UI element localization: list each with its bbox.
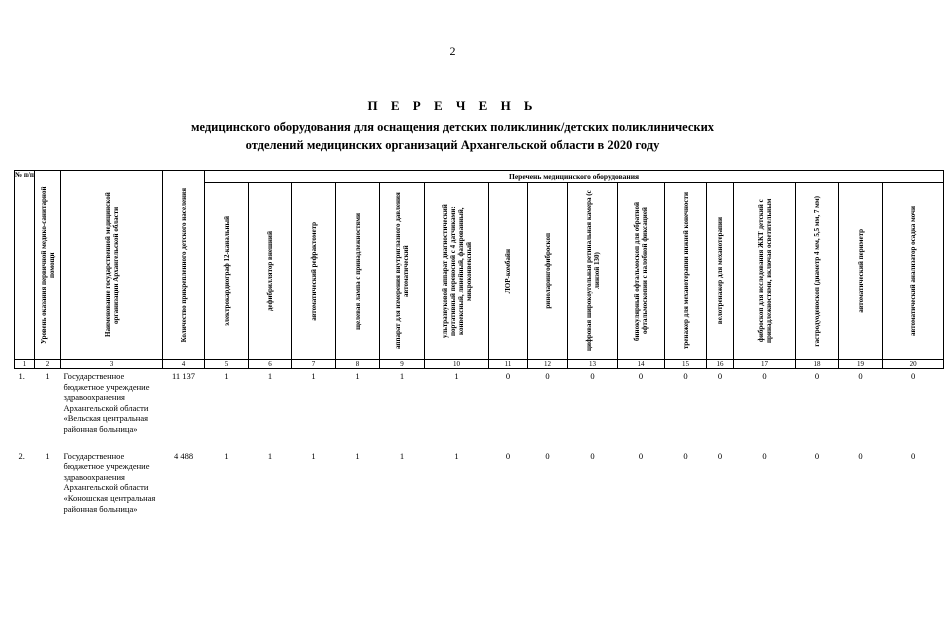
row-org-name: Государственное бюджетное учреждение здравоохранения Архангельской области «Вельская центральная районная больница»	[63, 371, 150, 434]
column-number: 18	[796, 360, 839, 369]
column-number: 16	[707, 360, 734, 369]
header-equipment-14: гастродуоденоскоп (диаметр 4 мм, 5,5 мм, 7 мм)	[796, 183, 839, 360]
row-population: 11 137	[171, 371, 196, 381]
header-equipment-10: бинокулярный офтальмоскоп для обратной офтальмоскопии с налобной фиксацией	[618, 183, 665, 360]
document-subtitle	[0, 118, 905, 154]
page-number: 2	[449, 44, 456, 58]
row-equipment-value: 0	[717, 371, 723, 381]
column-number: 10	[425, 360, 489, 369]
row-equipment-value: 1	[267, 450, 273, 461]
row-equipment-value: 1	[399, 371, 405, 381]
column-number: 5	[205, 360, 249, 369]
column-number-row	[15, 360, 944, 369]
row-equipment-value: 0	[910, 450, 916, 461]
row-equipment-value: 1	[311, 450, 316, 461]
column-number: 4	[163, 360, 205, 369]
column-number: 17	[734, 360, 796, 369]
column-number: 8	[336, 360, 380, 369]
row-equipment-value: 1	[224, 450, 229, 461]
row-population: 4 488	[173, 450, 194, 461]
row-equipment-value: 0	[505, 371, 511, 381]
row-org-name: Государственное бюджетное учреждение здравоохранения Архангельской области «Коношская центральная районная больница»	[63, 450, 156, 514]
row-equipment-value: 0	[638, 371, 644, 381]
row-number: 1.	[18, 371, 25, 381]
header-equipment-list: Перечень медицинского оборудования	[205, 171, 944, 183]
header-equipment-2: дефибриллятор внешний	[249, 183, 292, 360]
row-equipment-value: 0	[814, 371, 820, 381]
header-population: Количество прикрепленного детского населения	[163, 171, 205, 360]
row-equipment-value: 0	[717, 450, 723, 461]
row-level: 1	[45, 371, 50, 381]
header-equipment-1: электрокардиограф 12-канальный	[205, 183, 249, 360]
header-row-number: № п/п	[15, 171, 35, 360]
header-org: Наименование государственной медицинской организации Архангельской области	[61, 171, 163, 360]
column-number: 6	[249, 360, 292, 369]
row-equipment-value: 1	[399, 450, 405, 461]
header-equipment-12: велотренажер для механотерапии	[707, 183, 734, 360]
column-number: 1	[15, 360, 35, 369]
row-equipment-value: 1	[355, 371, 360, 381]
header-equipment-16: автоматический анализатор осадка мочи	[883, 183, 944, 360]
header-equipment-3: автоматический рефрактометр	[292, 183, 336, 360]
row-equipment-value: 0	[683, 371, 688, 381]
row-equipment-value: 1	[311, 371, 316, 381]
column-number: 9	[380, 360, 425, 369]
row-equipment-value: 1	[224, 371, 229, 381]
column-number: 14	[618, 360, 665, 369]
row-equipment-value: 0	[638, 450, 644, 461]
row-equipment-value: 0	[505, 450, 511, 461]
row-equipment-value: 0	[858, 450, 863, 461]
row-equipment-value: 1	[454, 450, 459, 461]
document-title: П Е Р Е Ч Е Н Ь	[367, 98, 538, 113]
row-equipment-value: 0	[545, 371, 550, 381]
header-equipment-13: фиброскоп для исследования ЖКТ детский с принадлежностями, включая осветительным	[734, 183, 796, 360]
header-equipment-7: ЛОР-комбайн	[489, 183, 528, 360]
row-equipment-value: 1	[355, 450, 360, 461]
equipment-table	[14, 170, 944, 514]
subtitle-line-2: отделений медицинских организаций Архангельской области в 2020 году	[245, 138, 660, 152]
column-number: 2	[35, 360, 61, 369]
header-equipment-6: ультразвуковой аппарат диагностический портативный переносной с 4 датчиками: конвексный, линейный, фазированный, микроконвексный	[425, 183, 489, 360]
column-number: 12	[528, 360, 568, 369]
header-equipment-11: тренажер для механотерапии нижней конечности	[665, 183, 707, 360]
header-equipment-15: автоматический периметр	[839, 183, 883, 360]
column-number: 13	[568, 360, 618, 369]
header-level: Уровень оказания первичной медико-санитарной помощи	[35, 171, 61, 360]
row-equipment-value: 0	[858, 371, 863, 381]
subtitle-line-1: медицинского оборудования для оснащения детских поликлиник/детских поликлинических	[190, 120, 715, 134]
row-level: 1	[45, 450, 50, 461]
row-equipment-value: 0	[762, 371, 767, 381]
row-equipment-value: 1	[454, 371, 459, 381]
column-number: 20	[883, 360, 944, 369]
row-equipment-value: 1	[267, 371, 273, 381]
column-number: 3	[61, 360, 163, 369]
row-equipment-value: 0	[762, 450, 767, 461]
column-number: 19	[839, 360, 883, 369]
row-equipment-value: 0	[910, 371, 916, 381]
column-number: 15	[665, 360, 707, 369]
row-equipment-value: 0	[590, 450, 595, 461]
row-equipment-value: 0	[683, 450, 688, 461]
table-row	[15, 449, 944, 515]
table-row	[15, 369, 944, 435]
row-equipment-value: 0	[545, 450, 550, 461]
header-equipment-4: щелевая лампа с принадлежностями	[336, 183, 380, 360]
header-equipment-9: цифровая широкоугольная ретинальная камера (с линзой 130)	[568, 183, 618, 360]
row-number: 2.	[18, 450, 25, 461]
column-number: 7	[292, 360, 336, 369]
column-number: 11	[489, 360, 528, 369]
header-equipment-5: аппарат для измерения внутриглазного давления автоматический	[380, 183, 425, 360]
row-equipment-value: 0	[590, 371, 595, 381]
row-equipment-value: 0	[814, 450, 820, 461]
header-equipment-8: риноларингофиброскоп	[528, 183, 568, 360]
